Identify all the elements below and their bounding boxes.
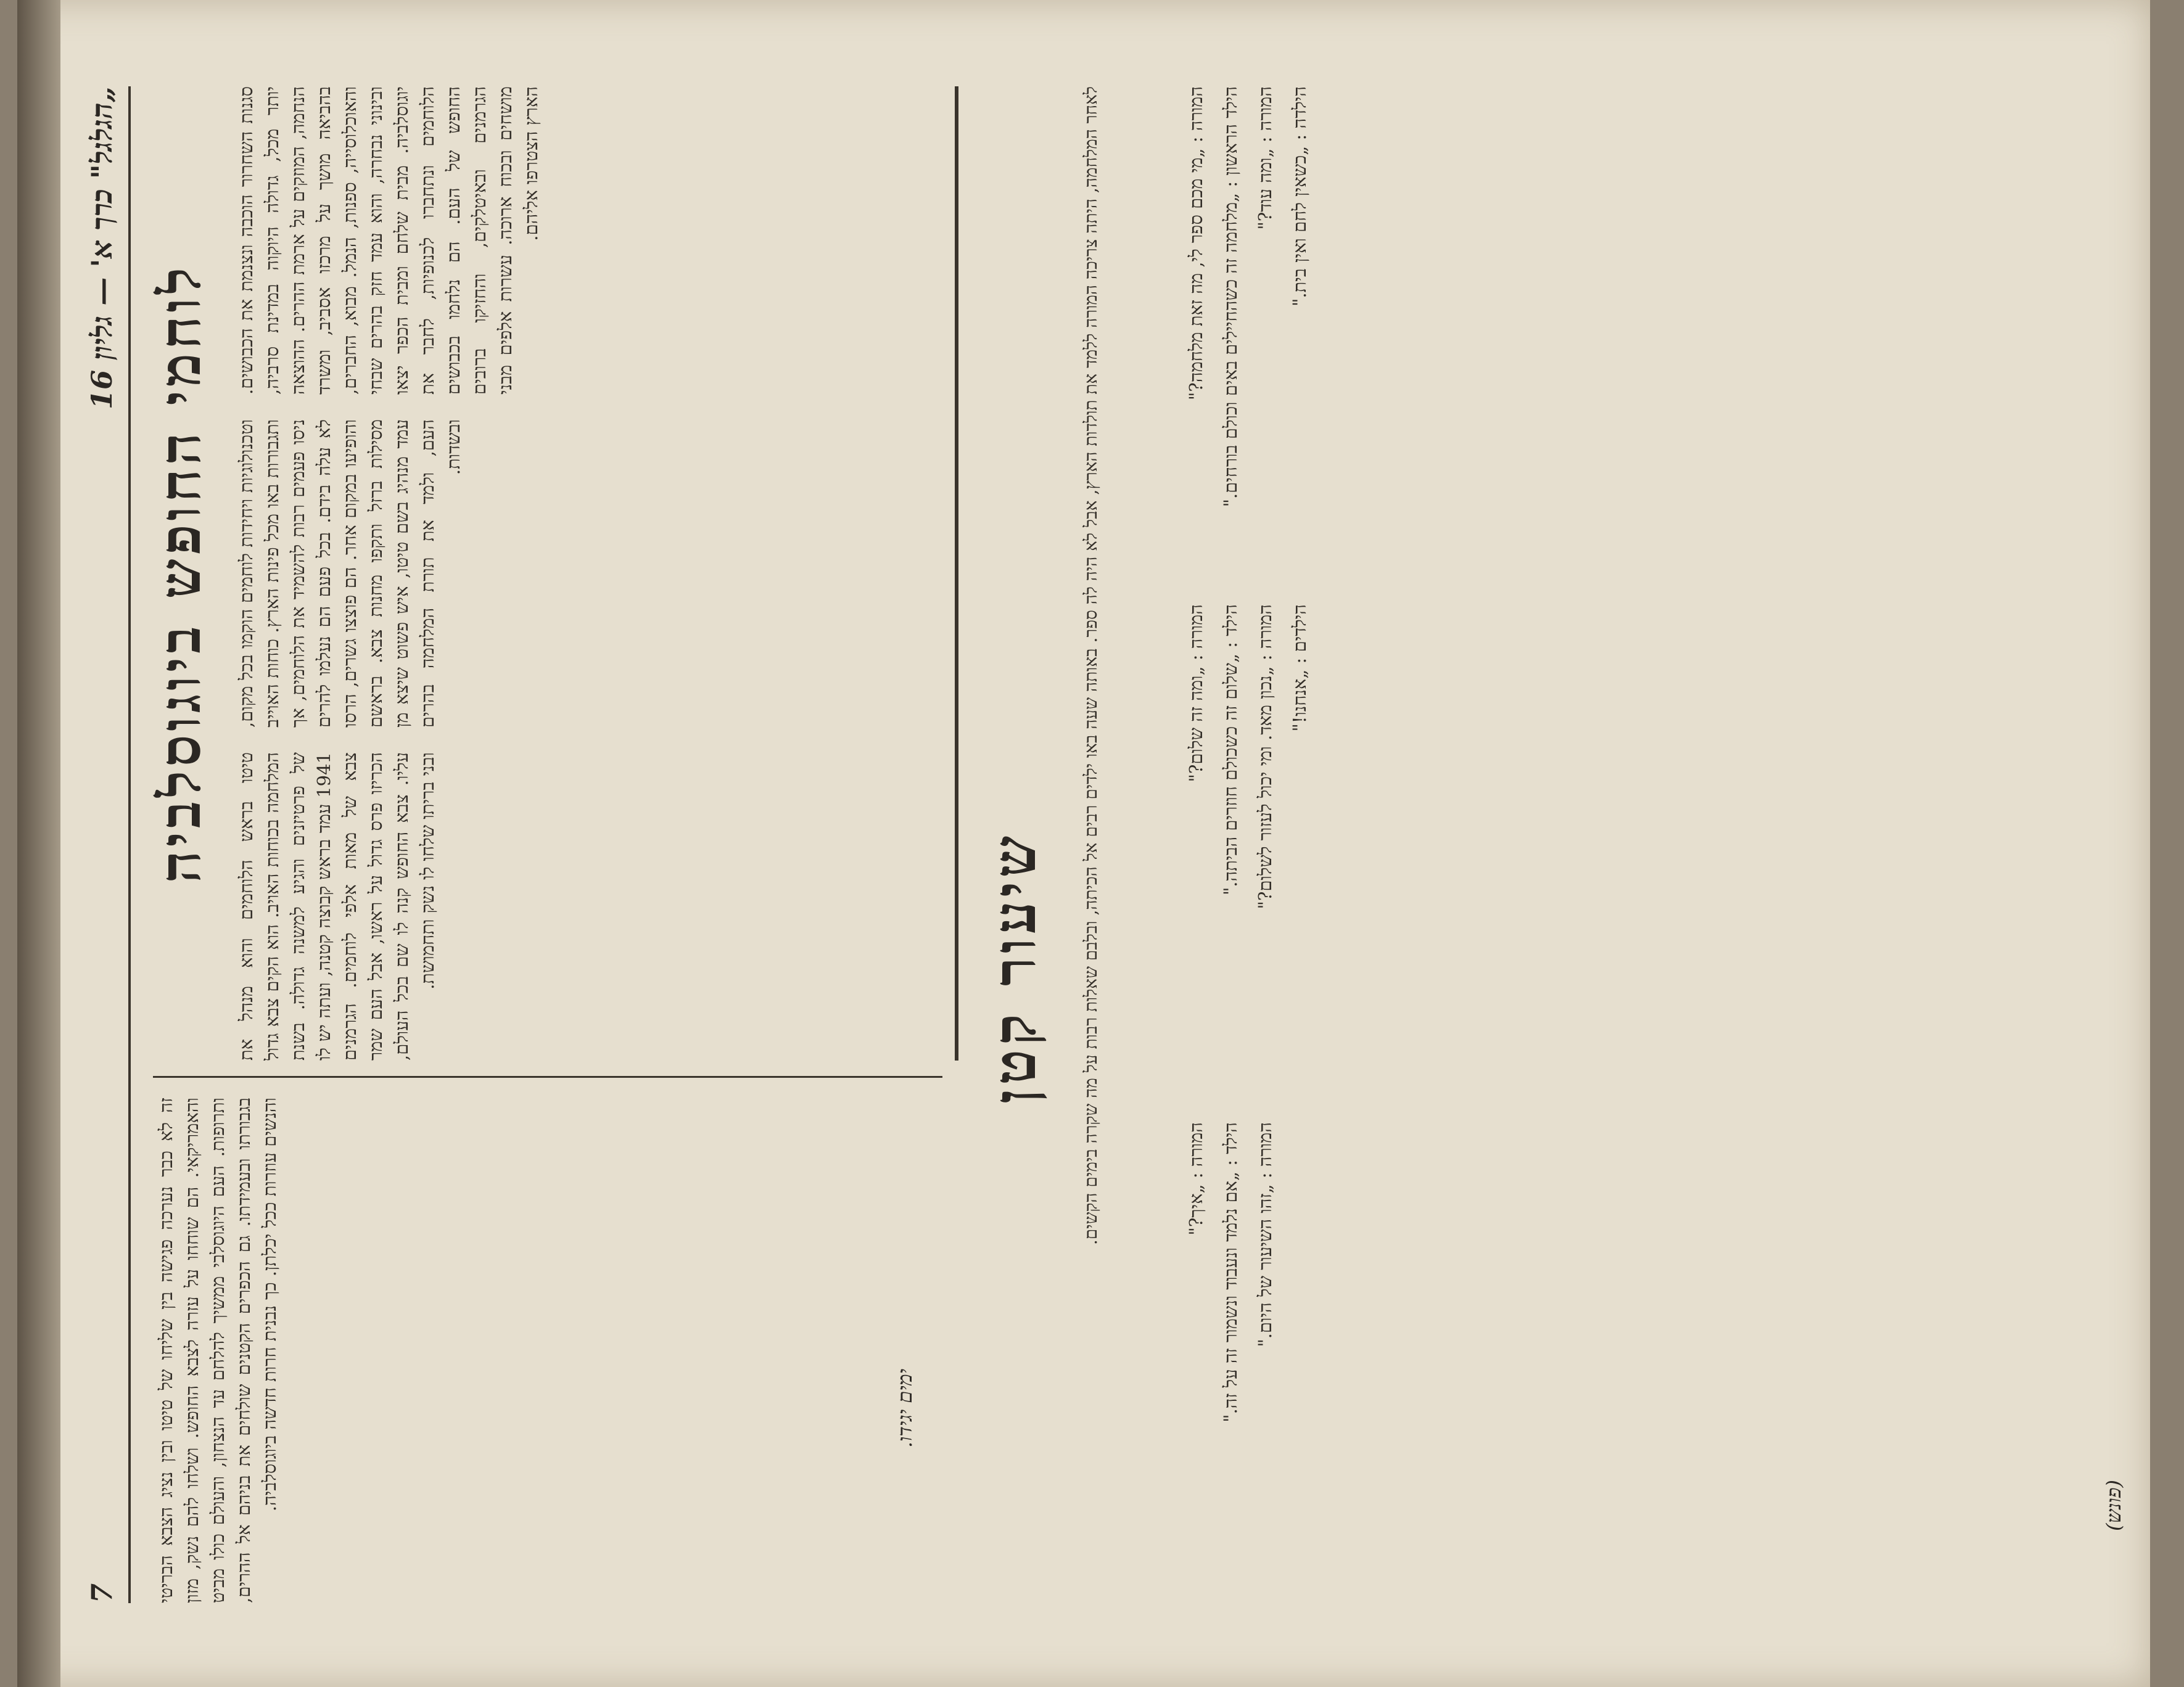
dialogue-line: המורה : „נכון מאד. ומי יכול לעזור לשלום?" xyxy=(1255,604,1275,909)
page-header xyxy=(79,86,131,1603)
vertical-divider xyxy=(153,1076,942,1078)
dialogue-line: המורה : „איך?" xyxy=(1185,1122,1206,1236)
side-article-signature: ימים יגידו. xyxy=(893,1369,917,1448)
dialogue-line: המורה : „ומה עוד?" xyxy=(1255,86,1275,230)
dialogue-line: הילד : „אם נלמד ונעבוד ונשמור זה על זה." xyxy=(1220,1122,1241,1422)
dialogue-line: הילד : „שלום זה כשכולם חוזרים הביתה." xyxy=(1220,604,1241,896)
page-number: 7 xyxy=(85,1583,118,1603)
dialogue-line: המורה : „ומה זה שלום?" xyxy=(1185,604,1206,782)
dialogue-line: המורה : „מי מכם ספר לי, מה זאת מלחמה?" xyxy=(1185,86,1206,401)
dialogue-line: המורה : „זהו השיעור של היום." xyxy=(1255,1122,1275,1347)
dialogue-column-3 xyxy=(1183,1122,2083,1603)
article-bottom-signature: (פונש) xyxy=(2102,1480,2125,1531)
newspaper-page xyxy=(17,0,2150,1687)
article-title-bottom: שיעור קטן xyxy=(979,832,1049,1104)
article-top-column-1: סגנות השחרור הוכבה ונצנמת את הכבושים. יותר מכל, גדולה היוקוה במדינת סרביה, הנחמה, המוזקים על ארמת ההרים. ההוצאה בהביאה מושך על מרכזו אסביב, ומשרד והאוכלוסייה, ספנות, הנמל. מבוא, החברים, ובינוני נבחרה, והוא עמד חזק בהרים שבחי יוגוסלביה. מבית שלחם ומבית הכפר יצאו הלוחמים ונתחברו לכנופיות, לחבר את החופש של העם. הם נלחמו בכבושים הגרמנים ובאיטלקים, והחזיקו ברובים מושחים ובכוח ארוכה. עשרות אלפים מבני הארץ הצטרפו אליהם. xyxy=(236,86,542,395)
rotated-page-content xyxy=(54,12,2164,1677)
dialogue-line: הילד הראשון : „מלחמה זה כשהחיילים באים וכולם בורחים." xyxy=(1220,86,1241,507)
publication-title: „הגלגל" כרך א' — גליון 16 xyxy=(85,86,118,409)
article-top-column-3: טיטו בראש הלוחמים והוא מנהל את המלחמה בכוחות האויב. הוא הקים צבא גדול של פרטיזנים והגיע למשנה גדולה. בשנת 1941 עמד בראש קבוצה קטנה, ועתה יש לו צבא של מאות אלפי לוחמים. הגרמנים הכריזו פרס גדול על ראשו, אבל העם שמר עליו. צבא החופש קנה לו שם בכל העולם, ובני בריתו שלחו לו נשק ותחמושת. xyxy=(236,752,438,1061)
dialogue-column-1 xyxy=(1183,86,2145,555)
article-bottom-intro: לאחר המלחמה, היתה צריכה המורה ללמד את תולדות הארץ, אבל לא היה לה ספר. באותה שעה באו ילדים רבים אל הכיתה, ובלבם שאלות רבות על מה שקרה בימים הקשים. xyxy=(1081,86,1101,1246)
dialogue-line: הילדים : „אנחנו!" xyxy=(1289,604,1310,732)
side-article-column: זה לא כבר נערכה פגישה בין שליחו של טיטו ובין נציג הצבא הבריטי והאמריקאי. הם שוחחו על עזרה לצבא החופש. ושלחו להם נשק, מזון ותרופות. העם היוגוסלבי ממשיך להלחם עד הנצחון, והעולם כולו מביט בגבורתו ובעמידתו. גם הכפרים הקטנים שולחים את בניהם אל ההרים, והנשים עוזרות ככל יכלתן. כך נבנית חרות חדשה ביוגוסלביה. xyxy=(155,1098,280,1603)
article-top-column-2: וטכנולוגיות ויחידות לוחמים הוקמו בכל מקום, ותגבורות באו מכל פינות הארץ. כוחות האוייב ניסו פעמים רבות להשמיד את הלוחמים, אך לא עלה בידם. בכל פעם הם נעלמו להרים והופיעו במקום אחר. הם פוצצו גשרים, הרסו מסילות ברזל ותקפו מחנות צבא. בראשם עמד מנהיג בשם טיטו, איש פשוט שיצא מן העם, ולמד את תורת המלחמה בהרים ובשדות. xyxy=(236,419,464,728)
dialogue-line: הילדה : „כשאין לחם ואין בית." xyxy=(1289,86,1310,306)
dialogue-column-2 xyxy=(1183,604,2145,1073)
article-title-top: לוחמי החופש ביוגוסלביה xyxy=(147,263,213,884)
section-divider xyxy=(955,86,958,1061)
